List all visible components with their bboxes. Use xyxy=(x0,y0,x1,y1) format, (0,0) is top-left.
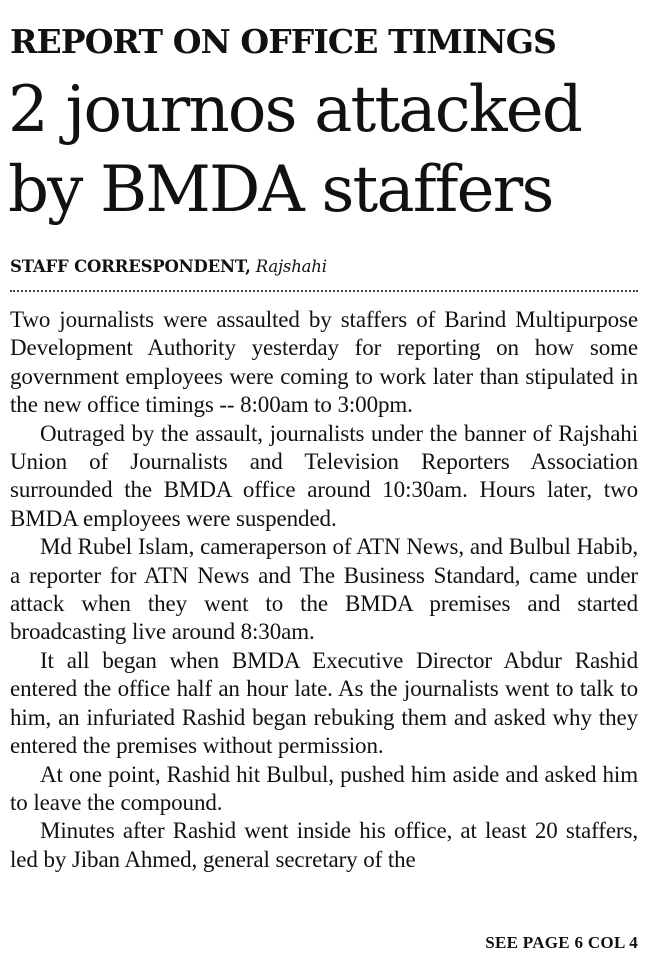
article-clipping xyxy=(10,0,638,966)
headline-line-1: 2 journos attacked xyxy=(8,73,582,147)
headline xyxy=(8,70,581,230)
dotted-divider xyxy=(10,290,638,292)
continuation-jump-line: SEE PAGE 6 COL 4 xyxy=(485,933,638,952)
paragraph-3: Md Rubel Islam, cameraperson of ATN News, and Bulbul Habib, a reporter for ATN News and The Business Standard, came under attack when they went to the BMDA premises and started broadcasting live around 8:30am. xyxy=(10,534,638,645)
headline-line-2: by BMDA staffers xyxy=(8,153,553,227)
paragraph-6: Minutes after Rashid went inside his office, at least 20 staffers, led by Jiban Ahmed, general secretary of the xyxy=(10,818,638,872)
article-body xyxy=(10,306,638,874)
byline-dateline: Rajshahi xyxy=(255,257,327,276)
kicker: REPORT ON OFFICE TIMINGS xyxy=(10,22,556,61)
paragraph-4: It all began when BMDA Executive Director Abdur Rashid entered the office half an hour late. As the journalists went to talk to him, an infuriated Rashid began rebuking them and asked why they entered the premises without permission. xyxy=(10,647,638,759)
paragraph-5: At one point, Rashid hit Bulbul, pushed him aside and asked him to leave the compound. xyxy=(10,761,638,815)
paragraph-1: Two journalists were assaulted by staffers of Barind Multipurpose Development Authority yesterday for reporting on how some government employees were coming to work later than stipulated in the new office timings -- 8:00am to 3:00pm. xyxy=(10,307,638,418)
byline-author: STAFF CORRESPONDENT, xyxy=(10,257,251,276)
paragraph-2: Outraged by the assault, journalists under the banner of Rajshahi Union of Journalists and Television Reporters Association surrounded the BMDA office around 10:30am. Hours later, two BMDA employees were suspended. xyxy=(10,420,638,531)
byline xyxy=(10,256,327,278)
